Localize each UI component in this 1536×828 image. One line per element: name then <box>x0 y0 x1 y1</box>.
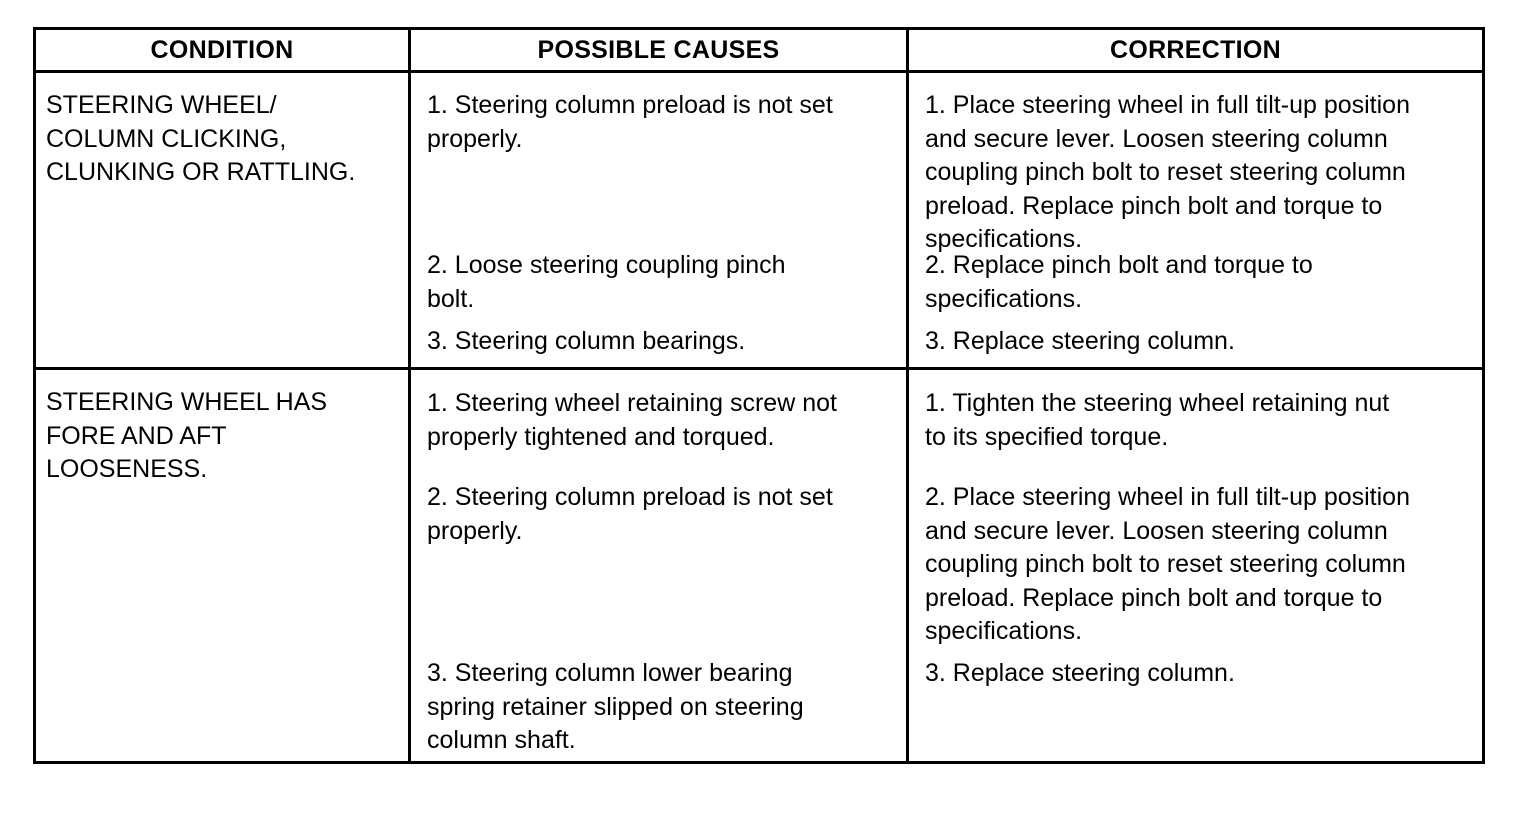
cause-cell <box>410 325 908 369</box>
condition-group <box>35 369 1484 763</box>
correction-text: 3. Replace steering column. <box>925 327 1235 355</box>
table-row <box>35 72 1484 250</box>
cause-cell <box>410 657 908 763</box>
cause-cell <box>410 481 908 657</box>
condition-cell <box>35 72 410 369</box>
correction-cell <box>908 657 1484 763</box>
header-condition: CONDITION <box>35 29 410 72</box>
cause-text: 2. Steering column preload is not set properly. <box>427 483 833 545</box>
table-row <box>35 369 1484 482</box>
cause-text: 2. Loose steering coupling pinch bolt. <box>427 251 786 313</box>
correction-cell <box>908 249 1484 325</box>
header-possible-causes: POSSIBLE CAUSES <box>410 29 908 72</box>
cause-text: 1. Steering wheel retaining screw not properly tightened and torqued. <box>427 389 837 451</box>
correction-text: 3. Replace steering column. <box>925 659 1235 687</box>
correction-text: 1. Tighten the steering wheel retaining nut to its specified torque. <box>925 389 1390 451</box>
correction-cell <box>908 481 1484 657</box>
condition-text: STEERING WHEEL HAS FORE AND AFT LOOSENESS. <box>46 388 328 483</box>
correction-text: 2. Place steering wheel in full tilt-up position and secure lever. Loosen steering column coupling pinch bolt to reset steering column preload. Replace pinch bolt and torque to specifications. <box>925 483 1410 645</box>
header-row <box>35 29 1484 72</box>
cause-text: 1. Steering column preload is not set properly. <box>427 91 833 153</box>
condition-group <box>35 72 1484 369</box>
cause-text: 3. Steering column bearings. <box>427 327 746 355</box>
table-header <box>35 29 1484 72</box>
diagnosis-table <box>33 27 1485 764</box>
correction-text: 2. Replace pinch bolt and torque to specifications. <box>925 251 1313 313</box>
cause-cell <box>410 72 908 250</box>
cause-text: 3. Steering column lower bearing spring retainer slipped on steering column shaft. <box>427 659 804 754</box>
correction-cell <box>908 325 1484 369</box>
cause-cell <box>410 249 908 325</box>
correction-cell <box>908 369 1484 482</box>
condition-text: STEERING WHEEL/ COLUMN CLICKING, CLUNKING OR RATTLING. <box>46 91 356 186</box>
correction-cell <box>908 72 1484 253</box>
cause-cell <box>410 369 908 482</box>
header-correction: CORRECTION <box>908 29 1484 72</box>
correction-text: 1. Place steering wheel in full tilt-up position and secure lever. Loosen steering column coupling pinch bolt to reset steering column preload. Replace pinch bolt and torque to specifications. <box>925 91 1410 253</box>
condition-cell <box>35 369 410 763</box>
